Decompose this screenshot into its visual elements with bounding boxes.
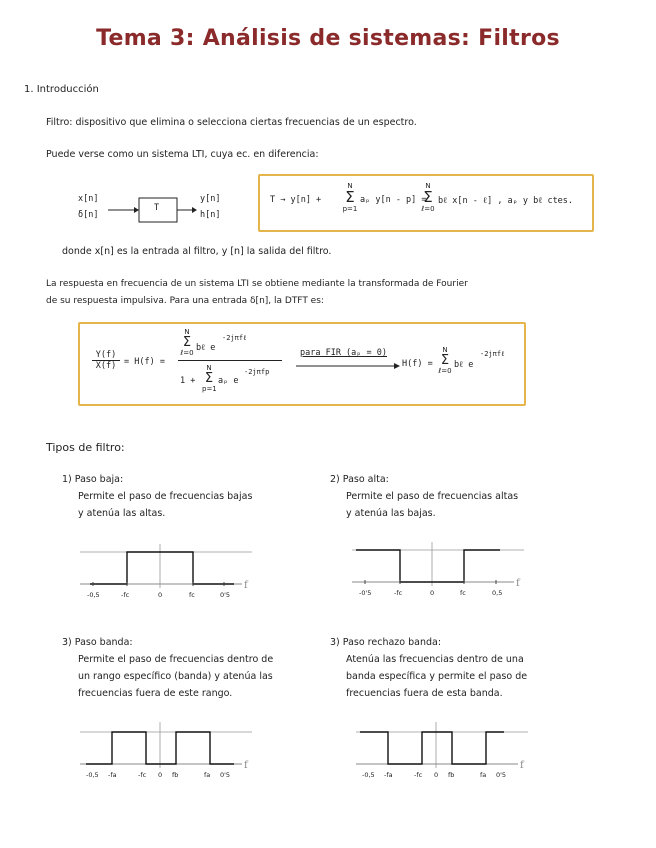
filter-lowpass-section — [62, 471, 252, 522]
block-diagram — [78, 190, 238, 230]
tick-label: fa — [480, 771, 487, 779]
freq-axis-label: f — [244, 580, 248, 591]
filter-desc-line: banda específica y permite el paso de — [346, 671, 528, 682]
page-title: Tema 3: Análisis de sistemas: Filtros — [96, 26, 560, 51]
sigma-symbol: Σ — [204, 371, 214, 386]
tick-label: -fc — [138, 771, 147, 779]
tick-label: fb — [172, 771, 179, 779]
dtft-eq-h: = H(f) = — [124, 357, 165, 367]
dtft-den-exp: -2jπfp — [244, 368, 270, 376]
sigma-symbol: Σ — [423, 188, 433, 206]
filter-highpass-section — [330, 471, 518, 522]
filter-heading: 2) Paso alta: — [330, 474, 389, 485]
dtft-lhs-num: Y(f) — [92, 350, 120, 361]
tick-label: 0'5 — [220, 591, 231, 599]
dtft-den-term: aₚ e — [218, 376, 239, 386]
sigma-symbol: Σ — [345, 188, 355, 206]
block-output-h: h[n] — [200, 210, 221, 220]
tick-label: -fc — [394, 589, 403, 597]
sigma-symbol: Σ — [182, 335, 192, 350]
rhs-sum-top: N — [442, 346, 448, 354]
tick-label: -fc — [414, 771, 423, 779]
lowpass-plot — [76, 544, 256, 602]
dtft-den-prefix: 1 + — [180, 376, 196, 386]
filter-bandpass-section — [62, 634, 273, 702]
tick-label: -0,5 — [87, 591, 100, 599]
num-sum-bottom: ℓ=0 — [180, 349, 194, 357]
bandpass-graph — [76, 722, 256, 784]
tick-label: -0,5 — [86, 771, 99, 779]
freq-axis-label: f — [516, 578, 520, 589]
filter-heading: 1) Paso baja: — [62, 474, 124, 485]
dtft-box — [78, 322, 526, 406]
diff-eq-sum1 — [342, 182, 358, 213]
tick-label: -0'5 — [359, 589, 372, 597]
dtft-rhs-term: bℓ e — [454, 360, 474, 370]
filter-desc-line: un rango específico (banda) y atenúa las — [78, 671, 273, 682]
dtft-num-exp: -2jπfℓ — [222, 334, 247, 342]
bandstop-graph — [352, 722, 532, 784]
tick-label: 0 — [430, 589, 435, 597]
dtft-num-term: bℓ e — [196, 343, 216, 353]
den-sum-bottom: p=1 — [202, 385, 217, 393]
diff-eq-term1: aₚ y[n - p] = — [360, 195, 427, 205]
freq-axis-label: f — [520, 760, 524, 771]
block-input-delta: δ[n] — [78, 210, 99, 220]
filter-bandstop-section — [330, 634, 527, 702]
filter-desc-line: Permite el paso de frecuencias altas — [346, 491, 519, 502]
tick-label: -fa — [108, 771, 117, 779]
sum1-bottom: p=1 — [342, 205, 358, 213]
dtft-den-sum — [202, 364, 216, 393]
tick-label: 0 — [158, 771, 163, 779]
fir-arrow-label: para FIR (aₚ = 0) — [300, 348, 387, 358]
lti-statement: Puede verse como un sistema LTI, cuya ec. en diferencia: — [46, 149, 319, 160]
diff-eq-term2: bℓ x[n - ℓ] , aₚ y bℓ ctes. — [438, 196, 574, 206]
freq-axis-label: f — [244, 760, 248, 771]
dtft-fraction-bar — [178, 360, 282, 361]
dtft-lhs-den: X(f) — [95, 361, 117, 371]
filter-desc-line: Atenúa las frecuencias dentro de una — [346, 654, 524, 665]
filter-desc-line: frecuencias fuera de esta banda. — [346, 688, 503, 699]
num-sum-top: N — [184, 328, 190, 336]
block-output-y: y[n] — [200, 194, 221, 204]
den-sum-top: N — [206, 364, 212, 372]
sum1-top: N — [347, 182, 353, 190]
fir-arrow — [296, 362, 400, 370]
filter-desc-line: Permite el paso de frecuencias dentro de — [78, 654, 274, 665]
lowpass-graph — [76, 544, 256, 606]
response-line-2: de su respuesta impulsiva. Para una entrada δ[n], la DTFT es: — [46, 296, 324, 306]
difference-equation-box — [258, 174, 594, 232]
where-statement: donde x[n] es la entrada al filtro, y [n] la salida del filtro. — [62, 246, 332, 257]
filter-definition: Filtro: dispositivo que elimina o selecciona ciertas frecuencias de un espectro. — [46, 117, 417, 128]
highpass-graph — [348, 542, 528, 604]
rhs-sum-bottom: ℓ=0 — [438, 367, 452, 375]
filter-desc-line: y atenúa las altas. — [78, 508, 166, 519]
dtft-rhs-exp: -2jπfℓ — [480, 350, 505, 358]
tick-label: 0'5 — [220, 771, 231, 779]
sum2-top: N — [425, 182, 431, 190]
bandstop-plot — [352, 722, 532, 780]
filter-desc-line: y atenúa las bajas. — [346, 508, 436, 519]
tick-label: 0'5 — [496, 771, 507, 779]
tick-label: -fc — [121, 591, 130, 599]
diff-eq-sum2 — [420, 182, 436, 213]
tick-label: fc — [460, 589, 466, 597]
dtft-rhs: H(f) = — [402, 359, 433, 369]
block-input-x: x[n] — [78, 194, 99, 204]
highpass-plot — [348, 542, 528, 600]
diff-eq-lhs: T → y[n] + — [270, 195, 322, 205]
tick-label: fc — [189, 591, 195, 599]
dtft-num-sum — [180, 328, 194, 357]
section-intro-heading: 1. Introducción — [24, 84, 99, 95]
tick-label: -0,5 — [362, 771, 375, 779]
filter-desc-line: Permite el paso de frecuencias bajas — [78, 491, 253, 502]
tick-label: 0 — [158, 591, 163, 599]
block-system-label: T — [154, 203, 160, 213]
filter-types-heading: Tipos de filtro: — [46, 441, 125, 454]
filter-desc-line: frecuencias fuera de este rango. — [78, 688, 233, 699]
dtft-rhs-sum — [438, 346, 452, 375]
tick-label: fb — [448, 771, 455, 779]
filter-heading: 3) Paso rechazo banda: — [330, 637, 442, 648]
tick-label: fa — [204, 771, 211, 779]
filter-heading: 3) Paso banda: — [62, 637, 133, 648]
response-line-1: La respuesta en frecuencia de un sistema LTI se obtiene mediante la transformada de Fourier — [46, 279, 468, 289]
tick-label: 0 — [434, 771, 439, 779]
sigma-symbol: Σ — [440, 353, 450, 368]
sum2-bottom: ℓ=0 — [421, 205, 435, 213]
bandpass-plot — [76, 722, 256, 780]
tick-label: 0,5 — [492, 589, 503, 597]
tick-label: -fa — [384, 771, 393, 779]
dtft-lhs-fraction — [92, 350, 120, 371]
